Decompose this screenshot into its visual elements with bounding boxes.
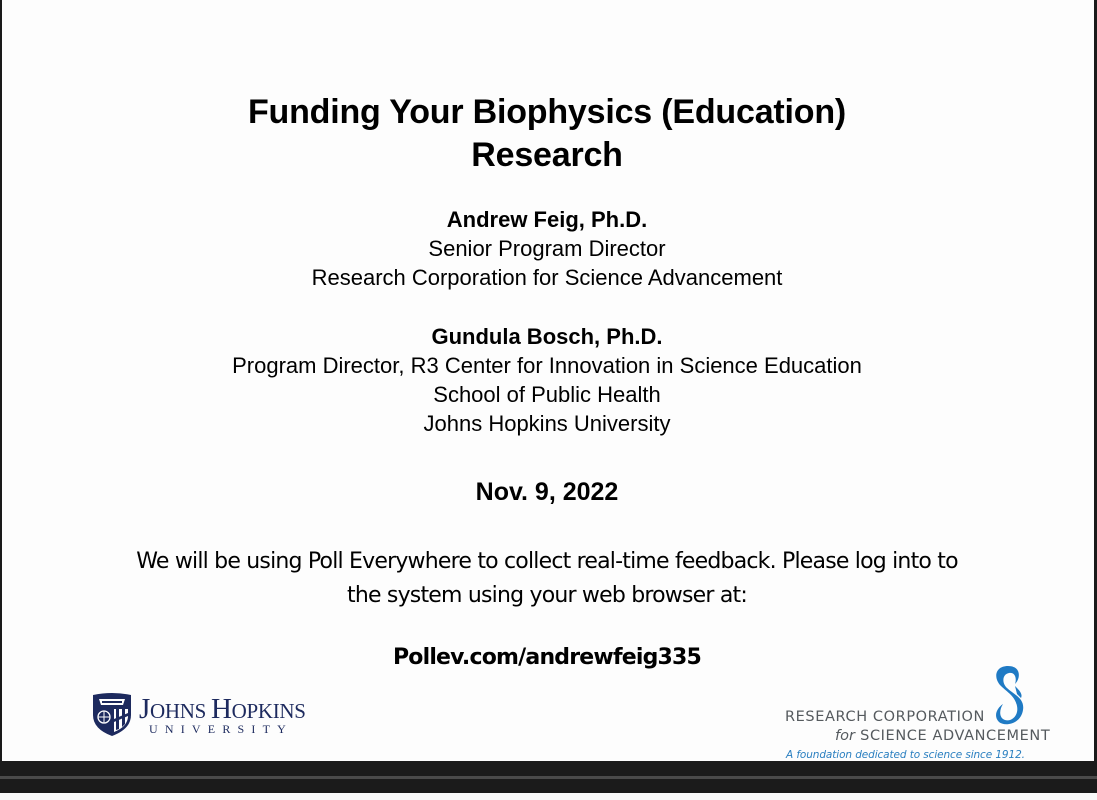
presenter-1-affiliation: Research Corporation for Science Advancement [311,265,783,290]
poll-instructions-line2: the system using your web browser at: [347,583,747,608]
slide-title-line1: Funding Your Biophysics (Education) [247,93,847,131]
jhu-wordmark: JOHNS HOPKINS [139,693,306,725]
rcsa-emblem-icon [987,664,1029,726]
presenter-2-role: Program Director, R3 Center for Innovation in Science Education [232,353,862,378]
presenter-2-school: School of Public Health [433,382,661,407]
rcsa-name-line1: RESEARCH CORPORATION [785,709,985,725]
presenter-2-university: Johns Hopkins University [423,411,671,436]
presenter-1-role: Senior Program Director [428,236,666,261]
below-player-area [0,793,1097,800]
rcsa-name-line2: for SCIENCE ADVANCEMENT [835,728,1051,744]
slide-title-line2: Research [471,136,623,174]
progress-track[interactable] [0,776,1097,779]
jhu-shield-icon [91,691,133,737]
presentation-date: Nov. 9, 2022 [475,478,619,506]
presenter-1-name: Andrew Feig, Ph.D. [446,207,648,232]
rcsa-tagline: A foundation dedicated to science since 1912. [786,749,1025,761]
jhu-subtitle: UNIVERSITY [149,722,293,736]
poll-url: Pollev.com/andrewfeig335 [392,645,702,670]
poll-instructions-line1: We will be using Poll Everywhere to collect real-time feedback. Please log into to [136,549,958,574]
jhu-logo [91,691,331,741]
presenter-2-name: Gundula Bosch, Ph.D. [431,324,663,349]
video-player-control-bar [0,761,1097,793]
